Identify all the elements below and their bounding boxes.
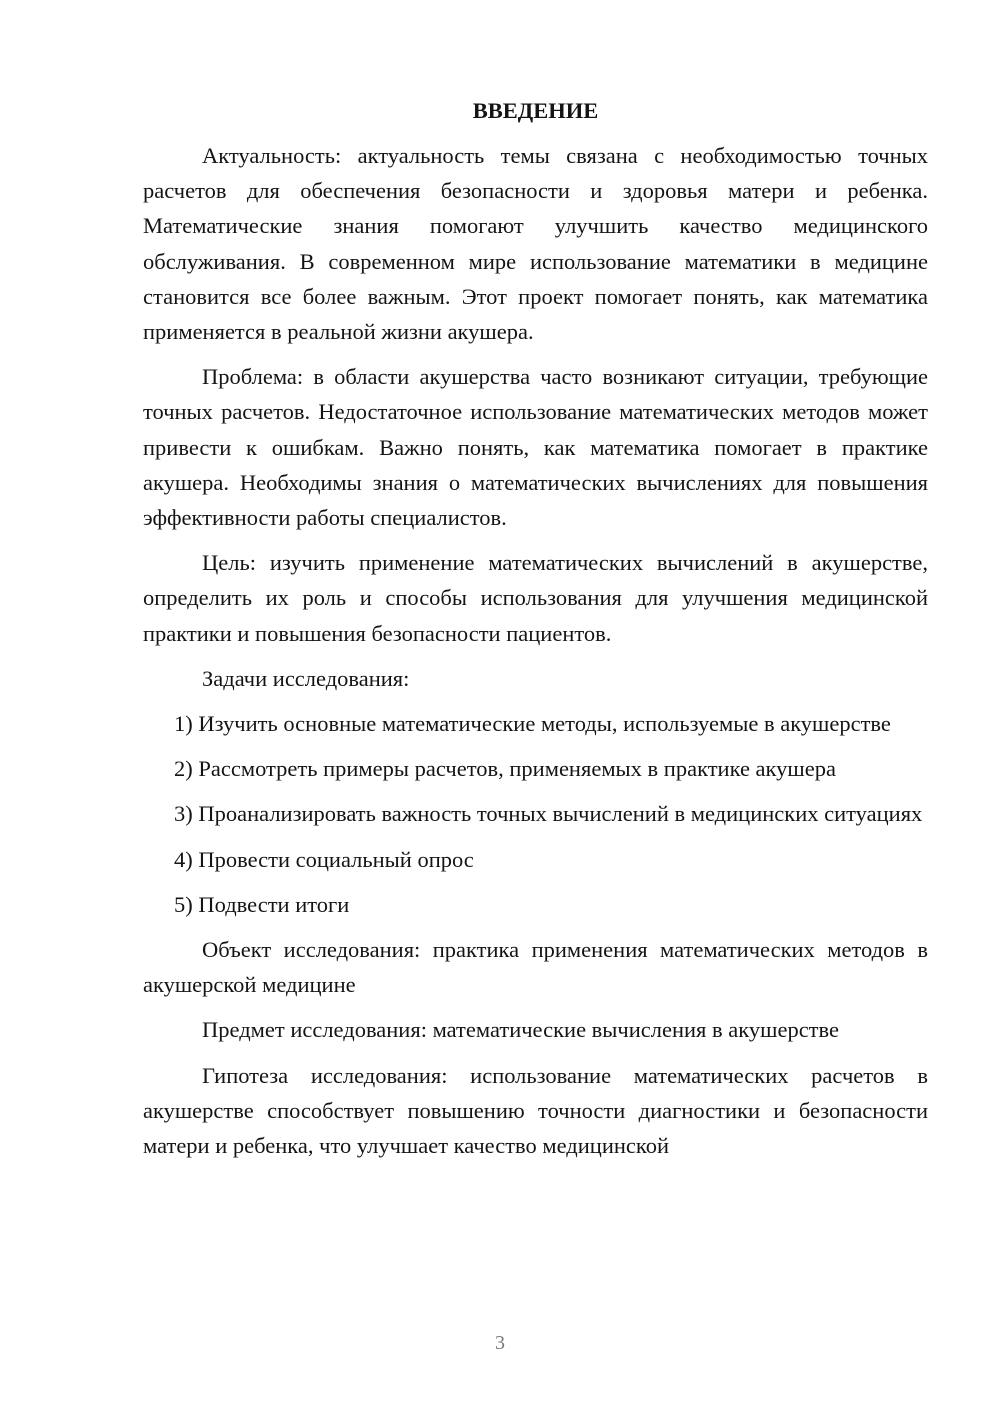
paragraph-hypothesis: Гипотеза исследования: использование математических расчетов в акушерстве способствует повышению точности диагностики и безопасности матери и ребенка, что улучшает качество медицинской	[143, 1062, 928, 1159]
paragraph-relevance: Актуальность: актуальность темы связана с необходимостью точных расчетов для обеспечения безопасности и здоровья матери и ребенка. Математические знания помогают улучшить качество медицинского обслуживания. В современном мире использование математики в медицине становится все более важным. Этот проект помогает понять, как математика применяется в реальной жизни акушера.	[143, 143, 928, 345]
task-item: 1) Изучить основные математические методы, используемые в акушерстве	[174, 711, 891, 737]
document-body	[143, 93, 928, 1173]
paragraph-problem: Проблема: в области акушерства часто возникают ситуации, требующие точных расчетов. Недостаточное использование математических методов может привести к ошибкам. Важно понять, как математика помогает в практике акушера. Необходимы знания о математических вычислениях для повышения эффективности работы специалистов.	[143, 364, 928, 531]
task-item: 3) Проанализировать важность точных вычислений в медицинских ситуациях	[174, 801, 923, 827]
paragraph-subject: Предмет исследования: математические вычисления в акушерстве	[202, 1017, 839, 1043]
paragraph-object: Объект исследования: практика применения математических методов в акушерской медицине	[143, 937, 928, 998]
task-item: 2) Рассмотреть примеры расчетов, применяемых в практике акушера	[174, 756, 836, 782]
paragraph-goal: Цель: изучить применение математических вычислений в акушерстве, определить их роль и способы использования для улучшения медицинской практики и повышения безопасности пациентов.	[143, 550, 928, 646]
paragraph-tasks-heading: Задачи исследования:	[202, 665, 410, 691]
section-heading: ВВЕДЕНИЕ	[472, 98, 599, 123]
task-item: 5) Подвести итоги	[174, 891, 350, 917]
page-number: 3	[495, 1332, 505, 1354]
task-item: 4) Провести социальный опрос	[174, 846, 474, 872]
